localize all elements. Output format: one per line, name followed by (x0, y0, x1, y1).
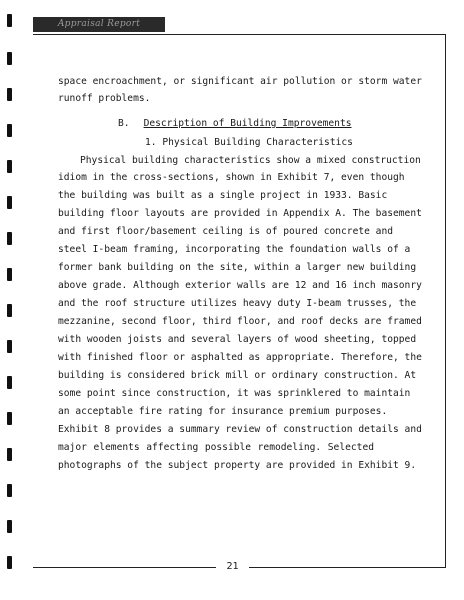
binding-hole (7, 448, 12, 461)
paragraph-line: some point since construction, it was sprinklered to maintain (58, 388, 411, 399)
section-letter: B. (118, 118, 130, 129)
right-border-rule (445, 34, 446, 567)
binding-hole (7, 160, 12, 173)
binding-hole (7, 14, 12, 27)
header-rule (33, 34, 446, 35)
page-number: 21 (226, 561, 239, 572)
subsection-heading: 1. Physical Building Characteristics (145, 137, 353, 148)
paragraph-line: Exhibit 8 provides a summary review of construction details and (58, 424, 422, 435)
binding-hole (7, 556, 12, 569)
binding-hole (7, 124, 12, 137)
binding-holes (7, 10, 13, 590)
paragraph-line: an acceptable fire rating for insurance premium purposes. (58, 406, 388, 417)
section-title: Description of Building Improvements (143, 118, 352, 129)
footer-rule-right (249, 567, 446, 568)
paragraph-line: building floor layouts are provided in Appendix A. The basement (58, 208, 422, 219)
paragraph-line: and the roof structure utilizes heavy duty I-beam trusses, the (58, 298, 417, 309)
paragraph-line: major elements affecting possible remodeling. Selected (58, 442, 374, 453)
paragraph-line: building is considered brick mill or ordinary construction. At (58, 370, 417, 381)
binding-hole (7, 520, 12, 533)
intro-line: space encroachment, or significant air pollution or storm water (58, 76, 422, 87)
paragraph-line: photographs of the subject property are provided in Exhibit 9. (58, 460, 417, 471)
intro-line: runoff problems. (58, 93, 151, 104)
paragraph-line: former bank building on the site, within a larger new building (58, 262, 417, 273)
paragraph-line: idiom in the cross-sections, shown in Exhibit 7, even though (58, 172, 405, 183)
paragraph-line: with finished floor or asphalted as appropriate. Therefore, the (58, 352, 422, 363)
section-heading (118, 117, 352, 131)
paragraph-line: Physical building characteristics show a mixed construction (80, 155, 421, 166)
binding-hole (7, 376, 12, 389)
paragraph-line: above grade. Although exterior walls are 12 and 16 inch masonry (58, 280, 422, 291)
paragraph-line: and first floor/basement ceiling is of poured concrete and (58, 226, 394, 237)
paragraph-line: mezzanine, second floor, third floor, and roof decks are framed (58, 316, 422, 327)
binding-hole (7, 412, 12, 425)
paragraph-line: steel I-beam framing, incorporating the foundation walls of a (58, 244, 411, 255)
binding-hole (7, 304, 12, 317)
paragraph-line: with wooden joists and several layers of wood sheeting, topped (58, 334, 417, 345)
binding-hole (7, 268, 12, 281)
binding-hole (7, 232, 12, 245)
binding-hole (7, 484, 12, 497)
footer-rule-left (33, 567, 216, 568)
binding-hole (7, 52, 12, 65)
header-logo: Appraisal Report (33, 17, 165, 32)
binding-hole (7, 340, 12, 353)
paragraph-line: the building was built as a single project in 1933. Basic (58, 190, 388, 201)
binding-hole (7, 196, 12, 209)
binding-hole (7, 88, 12, 101)
